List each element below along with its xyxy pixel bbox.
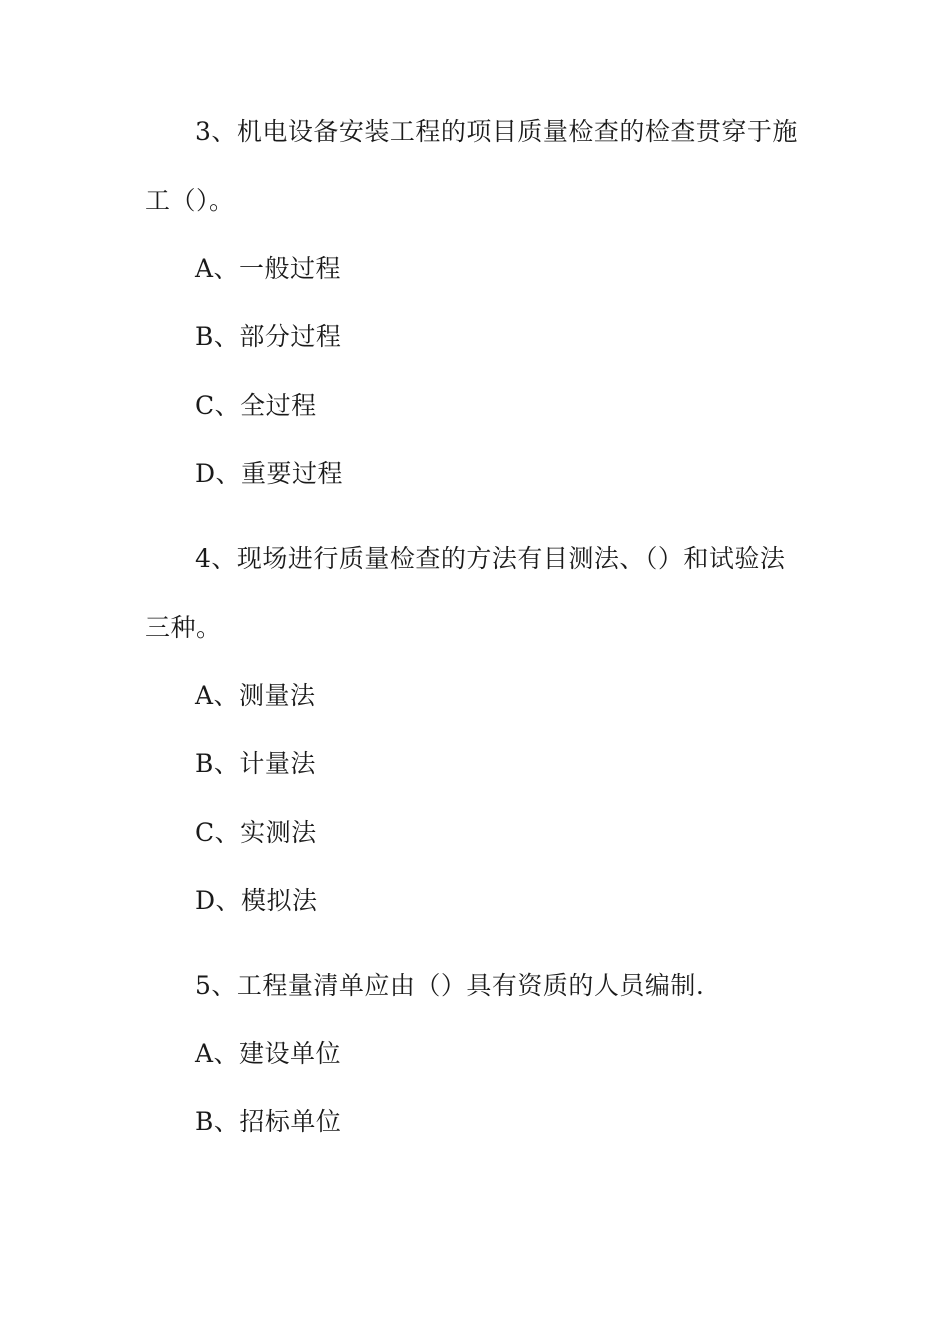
- question-5-option-a: A、建设单位: [195, 1039, 342, 1068]
- question-3-option-b: B、部分过程: [195, 322, 342, 351]
- question-4-option-a: A、测量法: [195, 681, 316, 710]
- question-3-option-d: D、重要过程: [195, 459, 344, 488]
- question-3-option-a: A、一般过程: [195, 254, 342, 283]
- question-5-option-b: B、招标单位: [195, 1107, 342, 1136]
- question-4-option-c: C、实测法: [195, 818, 317, 847]
- question-4-option-b: B、计量法: [195, 749, 316, 778]
- question-3-line-1: 3、机电设备安装工程的项目质量检查的检查贯穿于施: [195, 117, 798, 146]
- question-3-line-2: 工（）。: [145, 186, 235, 215]
- question-4-option-d: D、模拟法: [195, 886, 318, 915]
- question-5-line-1: 5、工程量清单应由（）具有资质的人员编制.: [195, 971, 705, 1000]
- question-4-line-2: 三种。: [145, 613, 222, 642]
- question-4-line-1: 4、现场进行质量检查的方法有目测法、（）和试验法: [195, 544, 786, 573]
- question-3-option-c: C、全过程: [195, 391, 317, 420]
